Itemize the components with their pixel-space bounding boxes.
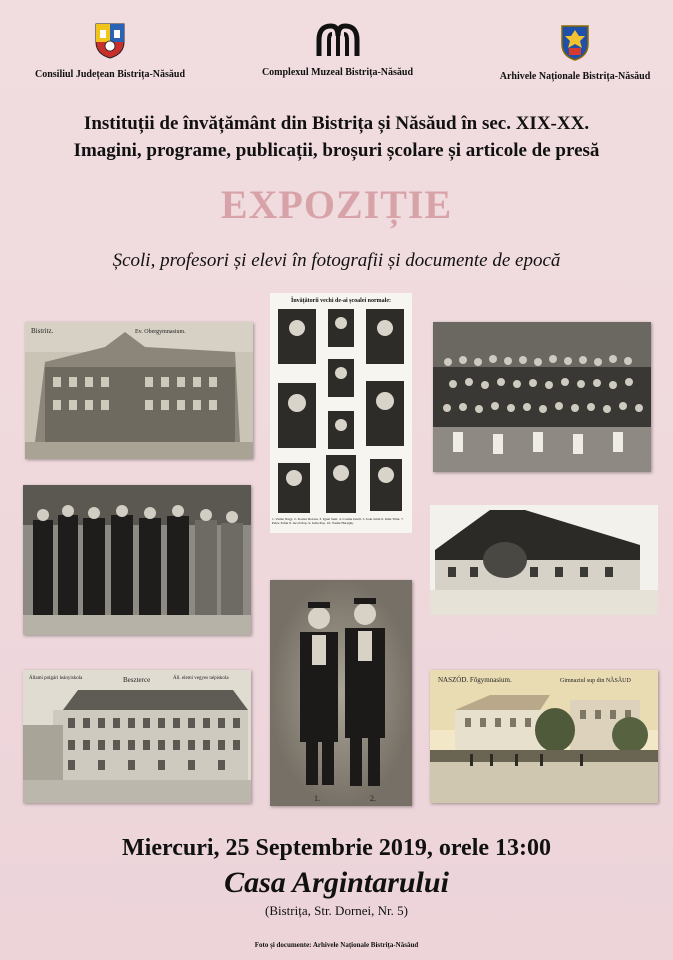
photo-evangelical-gymnasium xyxy=(25,322,253,459)
photo8-caption-right: Gimnaziul sup din NĂSĂUD xyxy=(560,678,631,684)
photo1-caption-school: Ev. Obergymnasium. xyxy=(135,329,186,335)
title-line-1: Instituții de învățământ din Bistrița și Năsăud în sec. XIX-XX. xyxy=(83,113,590,134)
logo-archives-label: Arhivele Naționale Bistrița-Năsăud xyxy=(499,71,651,82)
county-coat-of-arms-icon xyxy=(94,22,126,60)
photo-two-students xyxy=(270,580,412,806)
photo-credit: Foto și documente: Arhivele Naționale Bistrița-Năsăud xyxy=(254,941,419,949)
exhibition-subtitle: Școli, profesori și elevi în fotografii și documente de epocă xyxy=(112,250,561,271)
logo-museum-complex xyxy=(250,22,425,78)
logo-national-archives xyxy=(490,22,660,82)
photo-teachers-portraits xyxy=(270,293,412,533)
portraits-footer: 1. Vasile Nagy. 2. Teodor Rotaru. 3. Ignat Seni. 4. Cosma Jancă. 5. Ioan Jelda 6. Iuliu Tătar. 7. Petru Tofan 8. Iacob Pop. 9. Iuliu Pop. 10. Vasile Haragăș. xyxy=(272,517,404,525)
photo8-caption-left: NASZÓD. Főgymnasium. xyxy=(438,676,512,684)
logo-county-label: Consiliul Județean Bistrița-Năsăud xyxy=(34,69,186,80)
photo-beszterce-school xyxy=(23,670,251,803)
photo7-caption-right: Áll. elemi vegyes népiskola xyxy=(173,676,229,681)
logo-museum-label: Complexul Muzeal Bistrița-Năsăud xyxy=(261,67,414,78)
title-line-2: Imagini, programe, publicații, broșuri școlare și articole de presă xyxy=(73,140,600,161)
photo-old-schoolhouse xyxy=(430,505,658,615)
event-venue: Casa Argintarului xyxy=(224,866,449,899)
logo-county-council xyxy=(25,22,195,80)
photo-teachers-group xyxy=(23,485,251,635)
photo7-caption-city: Beszterce xyxy=(123,676,151,684)
event-address: (Bistrița, Str. Dornei, Nr. 5) xyxy=(265,903,408,918)
photo-student-group xyxy=(433,322,651,472)
museum-m-logo-icon xyxy=(315,22,361,58)
photo-nasaud-gymnasium xyxy=(430,670,658,803)
event-datetime: Miercuri, 25 Septembrie 2019, orele 13:00 xyxy=(122,835,551,861)
photo7-caption-left: Állami polgári leányiskola xyxy=(29,676,83,681)
portraits-title: Învățătorii vechi de-ai școalei normale: xyxy=(291,298,391,304)
photo6-number-2: 2. xyxy=(370,794,376,803)
exhibition-heading: EXPOZIȚIE xyxy=(220,182,453,227)
photo6-number-1: 1. xyxy=(314,794,320,803)
national-archives-crest-icon xyxy=(559,22,591,62)
photo1-caption-city: Bistritz. xyxy=(31,327,54,335)
